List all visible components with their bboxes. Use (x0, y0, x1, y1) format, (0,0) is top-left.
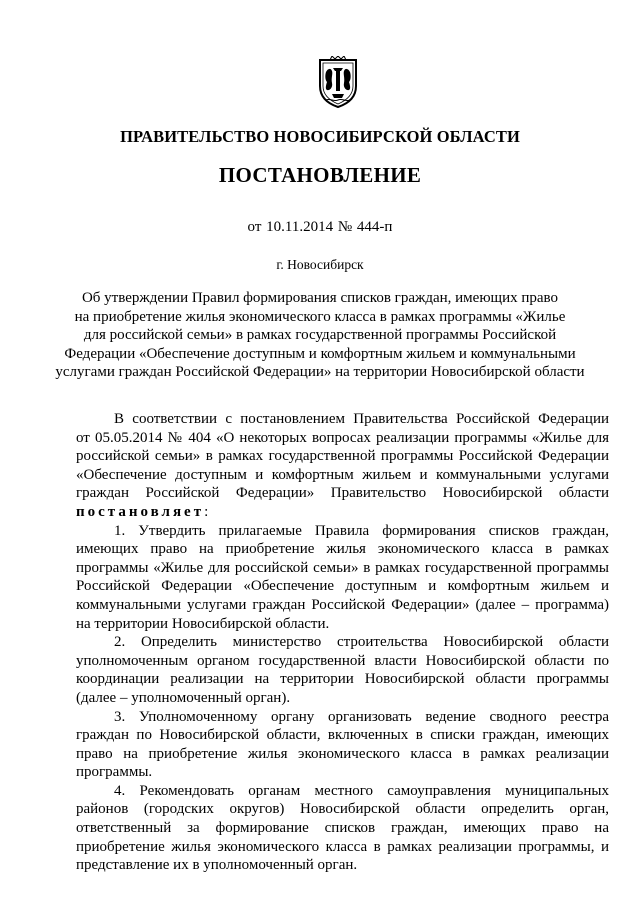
body-line: граждан по Новосибирской области, включенных в списки граждан, имеющих (76, 727, 609, 744)
body-line: районов (городских округов) Новосибирской области определить орган, (76, 801, 609, 818)
body-line: коммунальными услугами граждан Российской Федерации» (далее – программа) (76, 596, 609, 613)
title-line: для российской семьи» в рамках государственной программы Российской (83, 327, 557, 344)
title-line: Федерации «Обеспечение доступным и комфортным жильем и коммунальными (64, 345, 576, 362)
body-line: представление их в уполномоченный орган. (76, 857, 358, 874)
item-3-paragraph (76, 708, 609, 782)
body-line: имеющих право на приобретение жилья экономического класса в рамках (76, 541, 609, 558)
body-line: программы «Жилье для российской семьи» в рамках государственной программы (76, 559, 609, 576)
item-2-paragraph (76, 633, 609, 707)
body-line: координации реализации на территории Новосибирской области программы (76, 671, 609, 688)
body-line: на территории Новосибирской области. (76, 615, 330, 632)
body-line: 4. Рекомендовать органам местного самоуправления муниципальных (114, 782, 609, 799)
body-line: 1. Утвердить прилагаемые Правила формирования списков граждан, (114, 522, 609, 539)
body-line: В соответствии с постановлением Правительства Российской Федерации (114, 411, 609, 427)
body-line: (далее – уполномоченный орган). (76, 689, 291, 706)
body-line: право на приобретение жилья экономического класса в рамках реализации (76, 745, 609, 762)
document-title (0, 289, 640, 382)
title-line: на приобретение жилья экономического класса в рамках программы «Жилье (74, 308, 566, 325)
item-1-paragraph (76, 522, 609, 634)
organization-name: ПРАВИТЕЛЬСТВО НОВОСИБИРСКОЙ ОБЛАСТИ (120, 127, 520, 146)
document-body (76, 410, 609, 875)
item-4-paragraph (76, 782, 609, 875)
body-line: «Обеспечение доступным и комфортным жильем и коммунальными услугами (76, 466, 609, 483)
body-line: 3. Уполномоченному органу организовать ведение сводного реестра (114, 708, 609, 725)
body-line: российской семьи» в рамках государственной программы Российской Федерации (76, 448, 609, 465)
body-line: программы. (76, 764, 153, 781)
decree-word: постановляет (76, 503, 205, 520)
document-type: ПОСТАНОВЛЕНИЕ (218, 163, 422, 187)
document-date-number: от 10.11.2014 № 444-п (247, 219, 393, 235)
body-line: уполномоченным органом государственной власти Новосибирской области по (76, 652, 609, 669)
document-city: г. Новосибирск (276, 257, 364, 272)
body-line: ответственный за формирование списков граждан, имеющих право на (76, 820, 609, 837)
coat-of-arms-icon (317, 56, 359, 108)
title-line: услугами граждан Российской Федерации» на территории Новосибирской области (55, 364, 585, 381)
body-line: граждан Российской Федерации» Правительство Новосибирской области (76, 485, 609, 502)
decree-colon: : (204, 503, 209, 520)
decree-line (76, 503, 609, 522)
preamble-paragraph (76, 410, 609, 522)
body-line: от 05.05.2014 № 404 «О некоторых вопросах реализации программы «Жилье для (76, 429, 609, 446)
body-line: 2. Определить министерство строительства Новосибирской области (114, 634, 609, 651)
body-line: Российской Федерации «Обеспечение доступным и комфортным жильем и (76, 578, 609, 595)
title-line: Об утверждении Правил формирования списков граждан, имеющих право (81, 290, 559, 306)
body-line: приобретение жилья экономического класса в рамках реализации программы, и (76, 838, 609, 855)
